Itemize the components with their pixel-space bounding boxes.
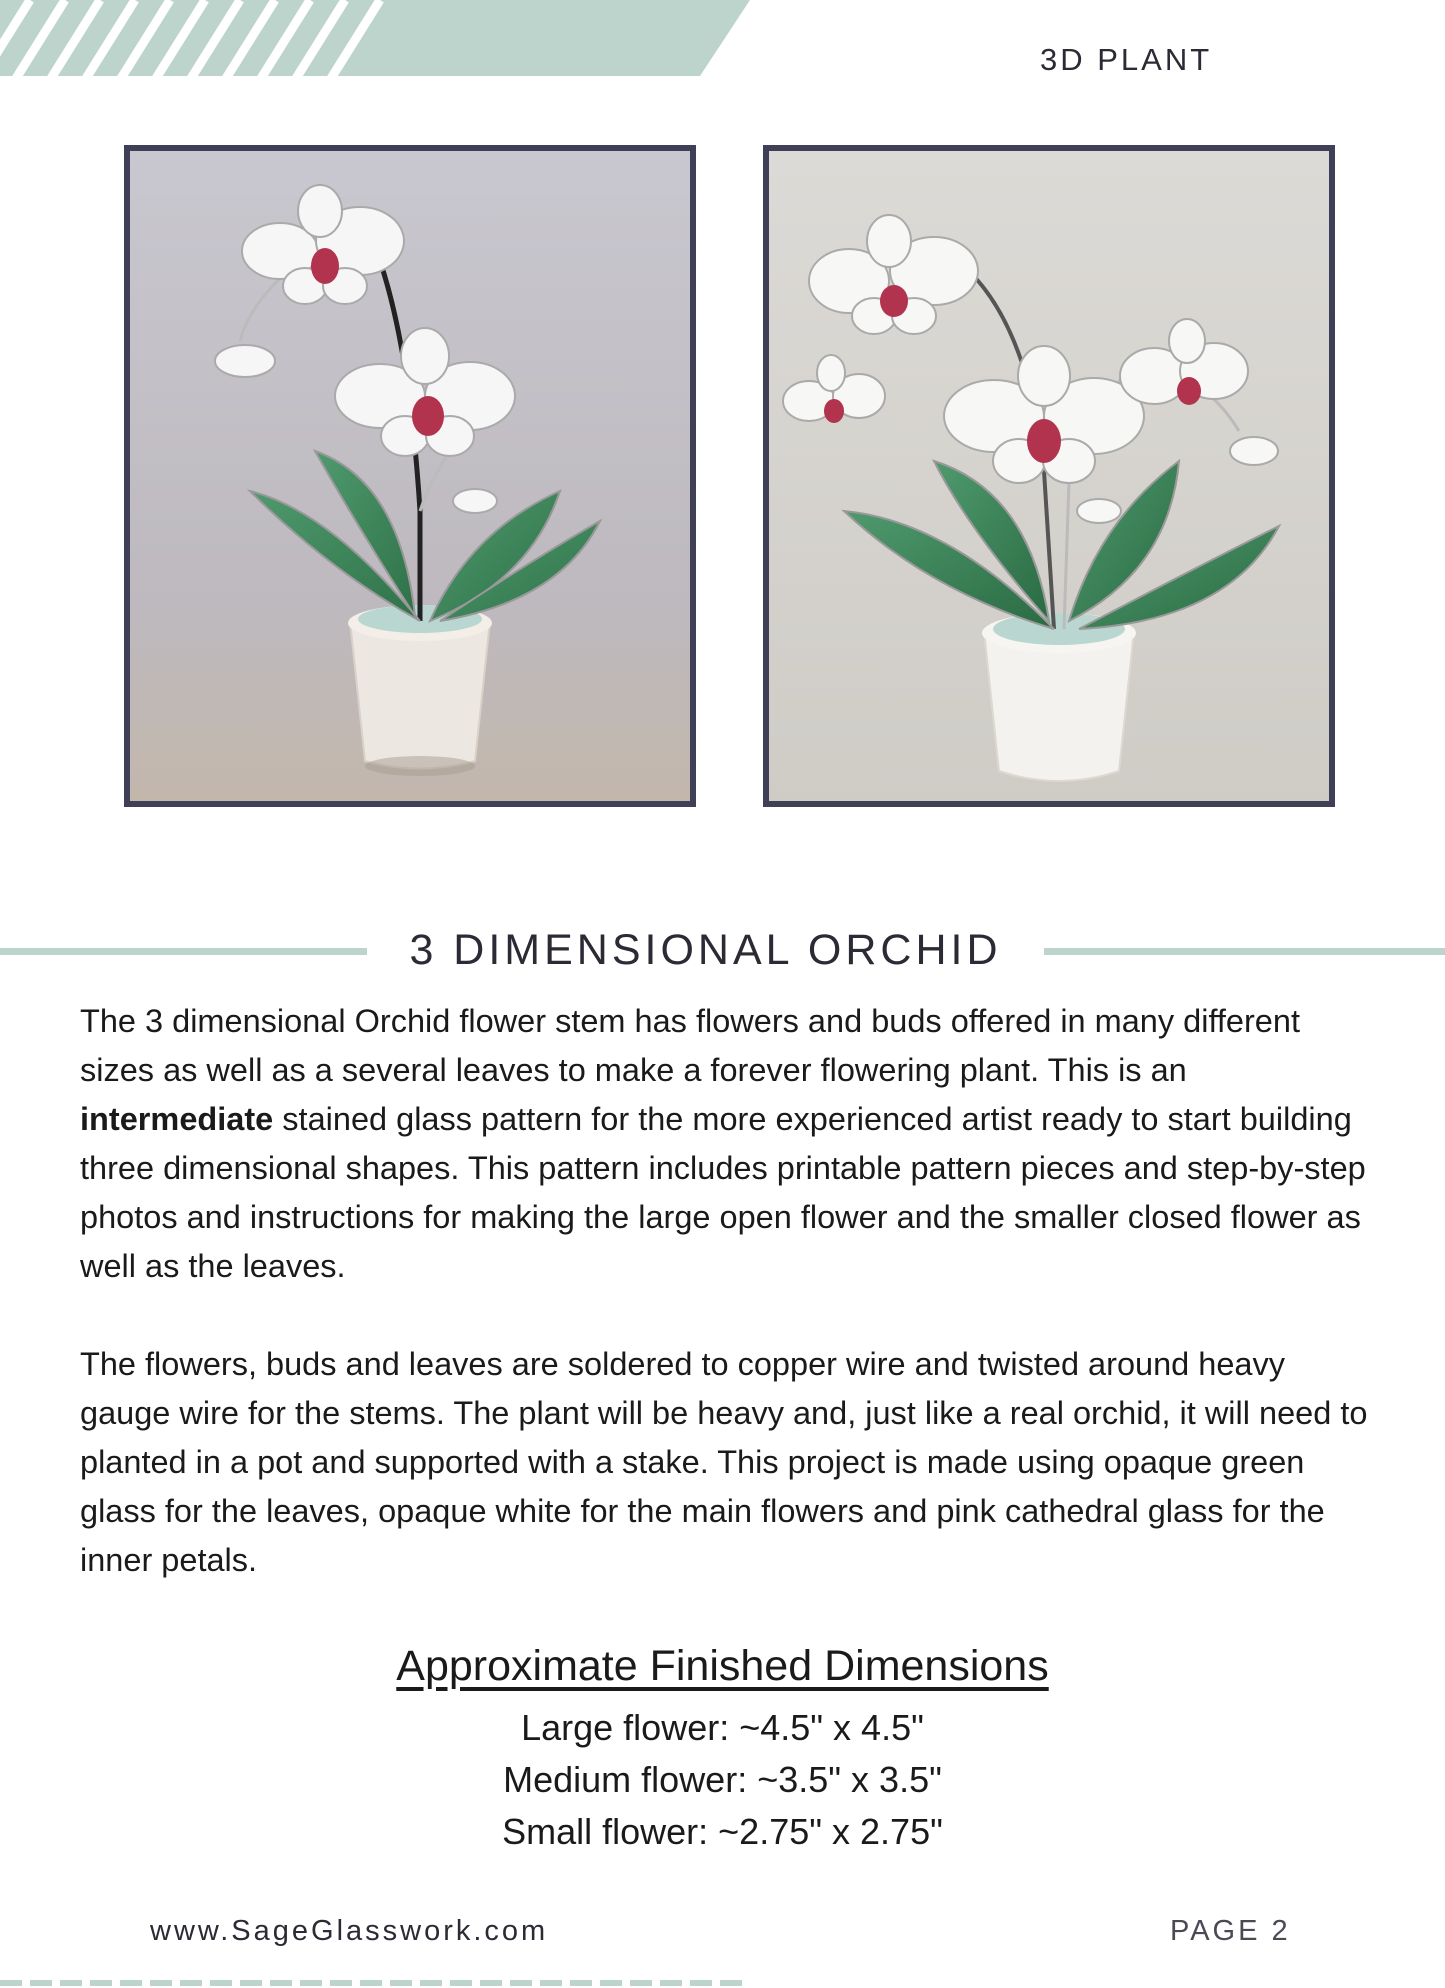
heading-rule-left xyxy=(0,948,367,955)
paragraph-2-text: The flowers, buds and leaves are soldered to copper wire and twisted around heavy gauge wire for the stems. The plant will be heavy and, just like a real orchid, it will need to planted in a pot and supported with a stake. This project is made using opaque green glass for the leaves, opaque white for the main flowers and pink cathedral glass for the inner petals. xyxy=(80,1346,1368,1578)
difficulty-level: intermediate xyxy=(80,1101,274,1137)
footer-dash-decoration xyxy=(0,1978,750,1988)
dimension-small: Small flower: ~2.75" x 2.75" xyxy=(502,1811,943,1852)
paragraph-1-text-end: stained glass pattern for the more experienced artist ready to start building three dimensional shapes. This pattern includes printable pattern pieces and step-by-step photos and instructions for making the large open flower and the smaller closed flower as well as the leaves. xyxy=(80,1101,1366,1284)
footer-website-url: www.SageGlasswork.com xyxy=(150,1915,549,1947)
footer-page-number: PAGE 2 xyxy=(1170,1915,1291,1947)
paragraph-1-text-start: The 3 dimensional Orchid flower stem has flowers and buds offered in many different sizes as well as a several leaves to make a forever flowering plant. This is an xyxy=(80,1003,1300,1088)
document-category: 3D PLANT xyxy=(1040,42,1213,77)
heading-rule-right xyxy=(1044,948,1445,955)
section-title: 3 DIMENSIONAL ORCHID xyxy=(409,926,1002,974)
dimensions-title: Approximate Finished Dimensions xyxy=(396,1642,1049,1690)
dimension-medium: Medium flower: ~3.5" x 3.5" xyxy=(503,1759,942,1800)
dimension-large: Large flower: ~4.5" x 4.5" xyxy=(521,1707,924,1748)
dimensions-section xyxy=(0,1630,1445,1858)
description-paragraph-1 xyxy=(80,997,1380,1291)
orchid-photo-left xyxy=(124,145,696,807)
orchid-photo-right xyxy=(763,145,1335,807)
header-banner-decoration xyxy=(0,0,750,80)
orchid-photo-right-icon xyxy=(769,151,1329,801)
orchid-photo-left-icon xyxy=(130,151,690,801)
description-paragraph-2 xyxy=(80,1340,1380,1585)
section-heading-row xyxy=(0,920,1445,980)
